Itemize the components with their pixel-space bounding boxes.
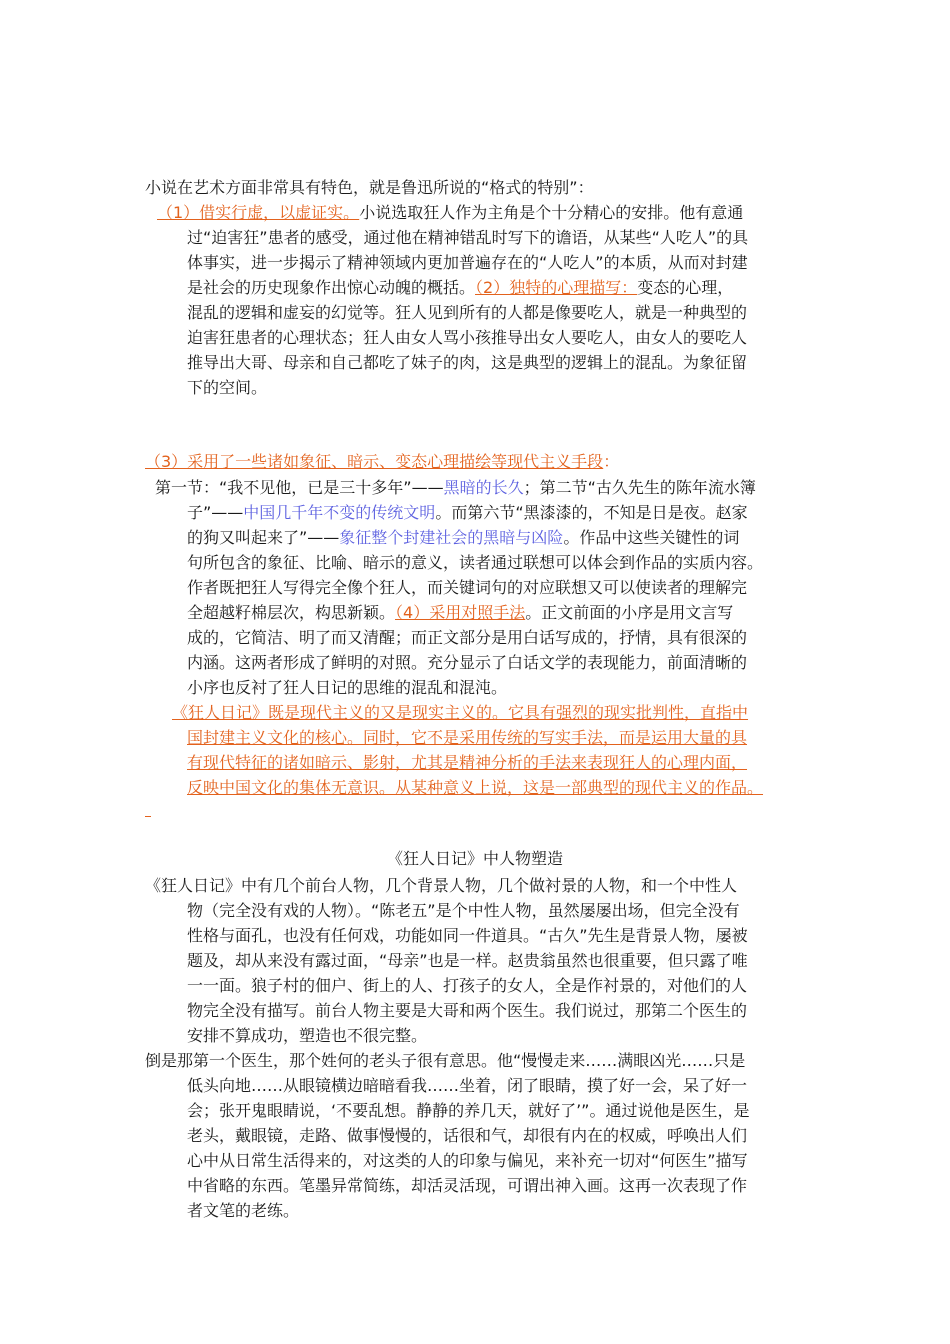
contrast-line-4: 小序也反衬了狂人日记的思维的混乱和混沌。 bbox=[187, 678, 508, 697]
characters-line-5: 一一面。狼子村的佃户、街上的人、打孩子的女人，全是作衬景的，对他们的人 bbox=[187, 976, 748, 995]
text: 。而第六节“黑漆漆的，不知是日是夜。赵家 bbox=[435, 503, 748, 522]
paragraph-2-line-3: 迫害狂患者的心理状态；狂人由女人骂小孩推导出女人要吃人，由女人的要吃人 bbox=[187, 328, 748, 347]
paragraph-2-line-5: 下的空间。 bbox=[187, 378, 268, 397]
text: ；第二节“古久先生的陈年流水簿 bbox=[523, 478, 756, 497]
conclusion-line-1: 《狂人日记》既是现代主义的又是现实主义的。它具有强烈的现实批判性，直指中 bbox=[172, 703, 749, 722]
symbol-line-4: 句所包含的象征、比喻、暗示的意义，读者通过联想可以体会到作品的实质内容。 bbox=[187, 553, 764, 572]
text: 小说选取狂人作为主角是个十分精心的安排。他有意通 bbox=[359, 203, 744, 222]
characters-line-1: 《狂人日记》中有几个前台人物，几个背景人物，几个做衬景的人物，和一个中性人 bbox=[145, 876, 738, 895]
conclusion-line-3: 有现代特征的诸如暗示、影射，尤其是精神分析的手法来表现狂人的心理内面， bbox=[187, 753, 748, 772]
conclusion-line-4: 反映中国文化的集体无意识。从某种意义上说，这是一部典型的现代主义的作品。 bbox=[187, 778, 764, 797]
symbol-meaning-1: 黑暗的长久 bbox=[443, 478, 524, 497]
paragraph-1-line-4 bbox=[187, 276, 733, 300]
paragraph-2-line-2: 混乱的逻辑和虚妄的幻觉等。狂人见到所有的人都是像要吃人，就是一种典型的 bbox=[187, 303, 748, 322]
text: 是社会的历史现象作出惊心动魄的概括。 bbox=[187, 278, 476, 297]
paragraph-2-line-4: 推导出大哥、母亲和自己都吃了妹子的肉，这是典型的逻辑上的混乱。为象征留 bbox=[187, 353, 748, 372]
heading-point-2: （2）独特的心理描写： bbox=[475, 278, 638, 297]
characters-line-2: 物（完全没有戏的人物）。“陈老五”是个中性人物，虽然屡屡出场，但完全没有 bbox=[187, 901, 740, 920]
symbol-meaning-3: 象征整个封建社会的黑暗与凶险 bbox=[339, 528, 564, 547]
paragraph-1-line-3: 体事实，进一步揭示了精神领域内更加普遍存在的“人吃人”的本质，从而对封建 bbox=[187, 253, 748, 272]
paragraph-1-line-1 bbox=[157, 201, 743, 225]
characters-line-4: 题及，却从来没有露过面，“母亲”也是一样。赵贵翁虽然也很重要，但只露了唯 bbox=[187, 951, 748, 970]
characters-line-6: 物完全没有描写。前台人物主要是大哥和两个医生。我们说过，那第二个医生的 bbox=[187, 1001, 748, 1020]
text: 。作品中这些关键性的词 bbox=[563, 528, 740, 547]
contrast-line-2: 成的，它简洁、明了而又清醒；而正文部分是用白话写成的，抒情，具有很深的 bbox=[187, 628, 748, 647]
heading-point-4: （4）采用对照手法 bbox=[395, 603, 526, 622]
doctor-line-2: 低头向地……从眼镜横边暗暗看我……坐着，闭了眼睛，摸了好一会，呆了好一 bbox=[187, 1076, 748, 1095]
heading-point-1: （1）借实行虚，以虚证实。 bbox=[157, 203, 360, 222]
symbol-line-6 bbox=[187, 601, 733, 625]
colon: ： bbox=[603, 452, 620, 471]
heading-point-3 bbox=[145, 450, 619, 474]
characters-line-3: 性格与面孔，也没有任何戏，功能如同一件道具。“古久”先生是背景人物，屡被 bbox=[187, 926, 748, 945]
paragraph-1-line-2: 过“迫害狂”患者的感受，通过他在精神错乱时写下的谵语，从某些“人吃人”的具 bbox=[187, 228, 749, 247]
symbol-line-2 bbox=[187, 501, 748, 525]
intro-line: 小说在艺术方面非常具有特色，就是鲁迅所说的“格式的特别”： bbox=[145, 178, 594, 197]
doctor-line-4: 老头，戴眼镜，走路、做事慢慢的，话很和气，却很有内在的权威，呼唤出人们 bbox=[187, 1126, 748, 1145]
heading-point-3-text: （3）采用了一些诸如象征、暗示、变态心理描绘等现代主义手段 bbox=[145, 452, 604, 471]
underline-mark bbox=[145, 816, 151, 817]
text: 子”—— bbox=[187, 503, 244, 522]
symbol-line-3 bbox=[187, 526, 739, 550]
text: 第一节：“我不见他，已是三十多年”—— bbox=[155, 478, 444, 497]
doctor-line-3: 会；张开鬼眼睛说，‘不要乱想。静静的养几天，就好了’”。通过说他是医生，是 bbox=[187, 1101, 750, 1120]
conclusion-line-2: 国封建主义文化的核心。同时，它不是采用传统的写实手法，而是运用大量的具 bbox=[187, 728, 748, 747]
symbol-line-5: 作者既把狂人写得完全像个狂人，而关键词句的对应联想又可以使读者的理解完 bbox=[187, 578, 748, 597]
doctor-line-5: 心中从日常生活得来的，对这类的人的印象与偏见，来补充一切对“何医生”描写 bbox=[187, 1151, 748, 1170]
characters-line-7: 安排不算成功，塑造也不很完整。 bbox=[187, 1026, 428, 1045]
doctor-line-7: 者文笔的老练。 bbox=[187, 1201, 300, 1220]
text: 。正文前面的小序是用文言写 bbox=[525, 603, 734, 622]
text: 变态的心理， bbox=[637, 278, 734, 297]
section-title: 《狂人日记》中人物塑造 bbox=[386, 849, 563, 868]
text: 的狗又叫起来了”—— bbox=[187, 528, 340, 547]
doctor-line-6: 中省略的东西。笔墨异常简练，却活灵活现，可谓出神入画。这再一次表现了作 bbox=[187, 1176, 748, 1195]
text: 全超越籽棉层次，构思新颖。 bbox=[187, 603, 396, 622]
contrast-line-3: 内涵。这两者形成了鲜明的对照。充分显示了白话文学的表现能力，前面清晰的 bbox=[187, 653, 748, 672]
doctor-line-1: 倒是那第一个医生，那个姓何的老头子很有意思。他“慢慢走来……满眼凶光……只是 bbox=[145, 1051, 746, 1070]
symbol-meaning-2: 中国几千年不变的传统文明 bbox=[243, 503, 436, 522]
symbol-line-1 bbox=[155, 476, 756, 500]
